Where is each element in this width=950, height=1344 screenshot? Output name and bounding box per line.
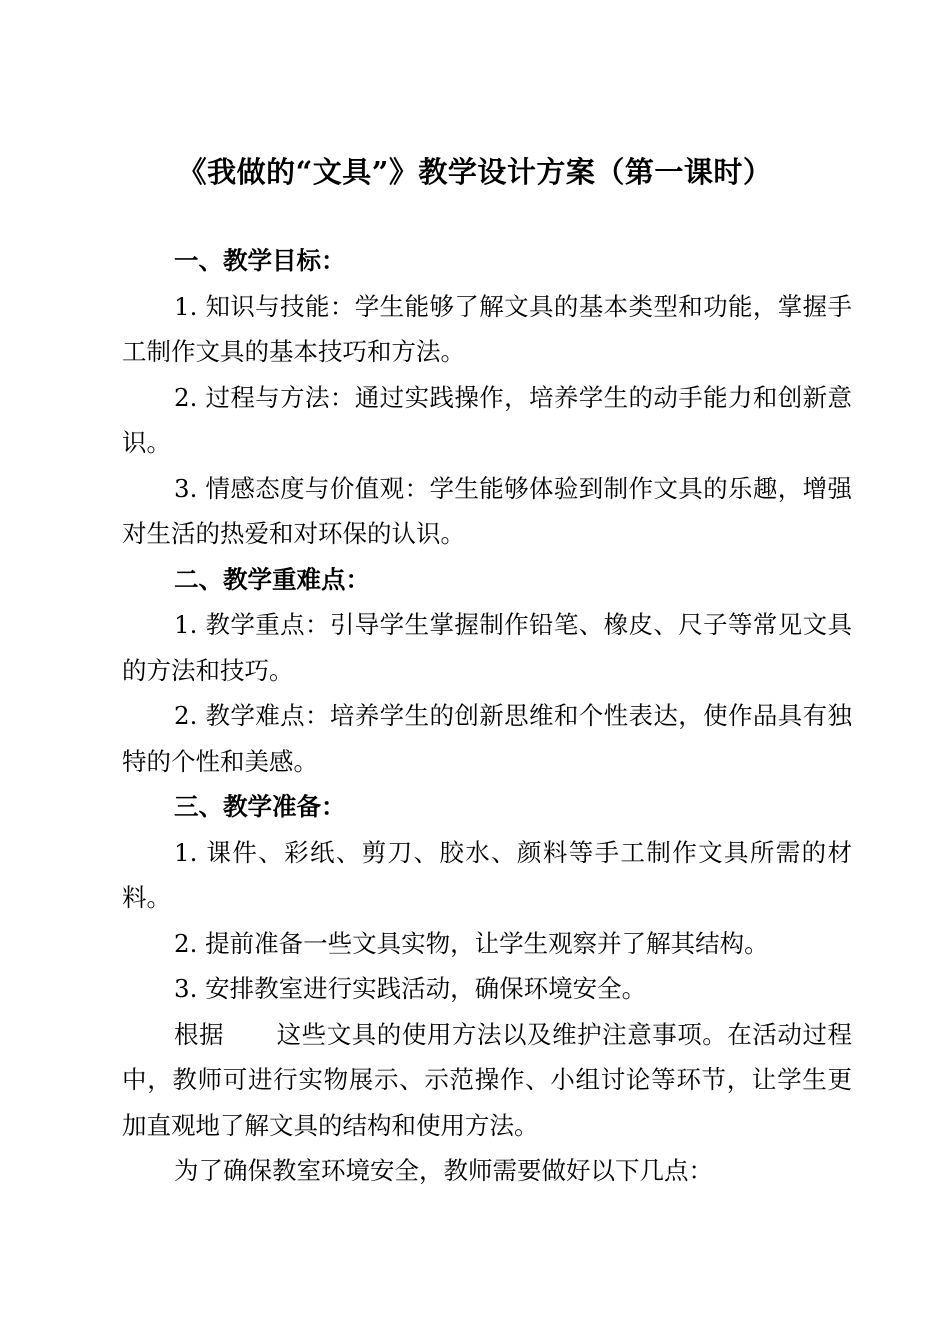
objective-item-2: 2. 过程与方法：通过实践操作，培养学生的动手能力和创新意识。 [122,382,852,457]
section-heading-preparation: 三、教学准备： [174,792,346,821]
objective-item-3: 3. 情感态度与价值观：学生能够体验到制作文具的乐趣，增强对生活的热爱和对环保的认识。 [122,473,852,548]
closing-last-line: 为了确保教室环境安全，教师需要做好以下几点： [174,1156,713,1185]
preparation-item-2: 2. 提前准备一些文具实物，让学生观察并了解其结构。 [174,928,769,958]
closing-paragraph-rest: 这些文具的使用方法以及维护注意事项。在活动过程中，教师可进行实物展示、示范操作、小组讨论等环节，让学生更加直观地了解文具的结构和使用方法。 [122,1019,853,1140]
document-body [122,238,852,1194]
section-heading-key-points: 二、教学重难点： [174,564,370,594]
document-title: 《我做的“文具”》教学设计方案（第一课时） [177,155,773,189]
key-point-item-2: 2. 教学难点：培养学生的创新思维和个性表达，使作品具有独特的个性和美感。 [122,701,852,776]
closing-paragraph-start: 根据 [174,1019,225,1049]
preparation-item-3: 3. 安排教室进行实践活动，确保环境安全。 [174,974,647,1003]
section-heading-objectives: 一、教学目标： [174,246,346,275]
preparation-item-1: 1. 课件、彩纸、剪刀、胶水、颜料等手工制作文具所需的材料。 [122,837,852,912]
objective-item-1: 1. 知识与技能：学生能够了解文具的基本类型和功能，掌握手工制作文具的基本技巧和方法。 [122,291,852,366]
closing-paragraph [122,1012,852,1149]
key-point-item-1: 1. 教学重点：引导学生掌握制作铅笔、橡皮、尺子等常见文具的方法和技巧。 [122,610,852,685]
